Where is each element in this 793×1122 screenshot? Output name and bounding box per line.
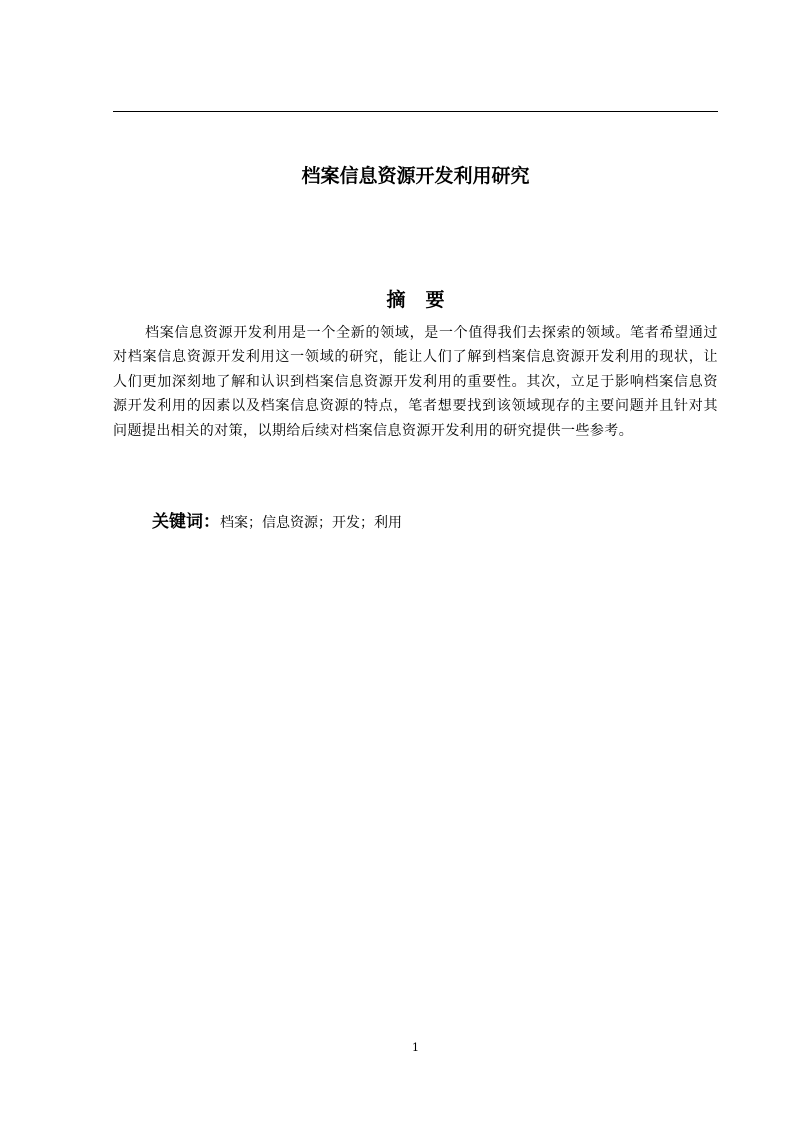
keywords-line [152,509,712,536]
document-title: 档案信息资源开发利用研究 [301,165,530,187]
abstract-paragraph: 档案信息资源开发利用是一个全新的领域，是一个值得我们去探索的领域。笔者希望通过对档案信息资源开发利用这一领域的研究，能让人们了解到档案信息资源开发利用的现状，让人们更加深刻地了解和认识到档案信息资源开发利用的重要性。其次，立足于影响档案信息资源开发利用的因素以及档案信息资源的特点，笔者想要找到该领域现存的主要问题并且针对其问题提出相关的对策，以期给后续对档案信息资源开发利用的研究提供一些参考。 [113,325,718,439]
keywords-label: 关键词： [152,512,220,532]
header-rule [113,111,718,112]
keywords-value: 档案；信息资源；开发；利用 [220,515,402,531]
abstract-heading: 摘要 [386,289,465,311]
page-number: 1 [412,1041,419,1054]
